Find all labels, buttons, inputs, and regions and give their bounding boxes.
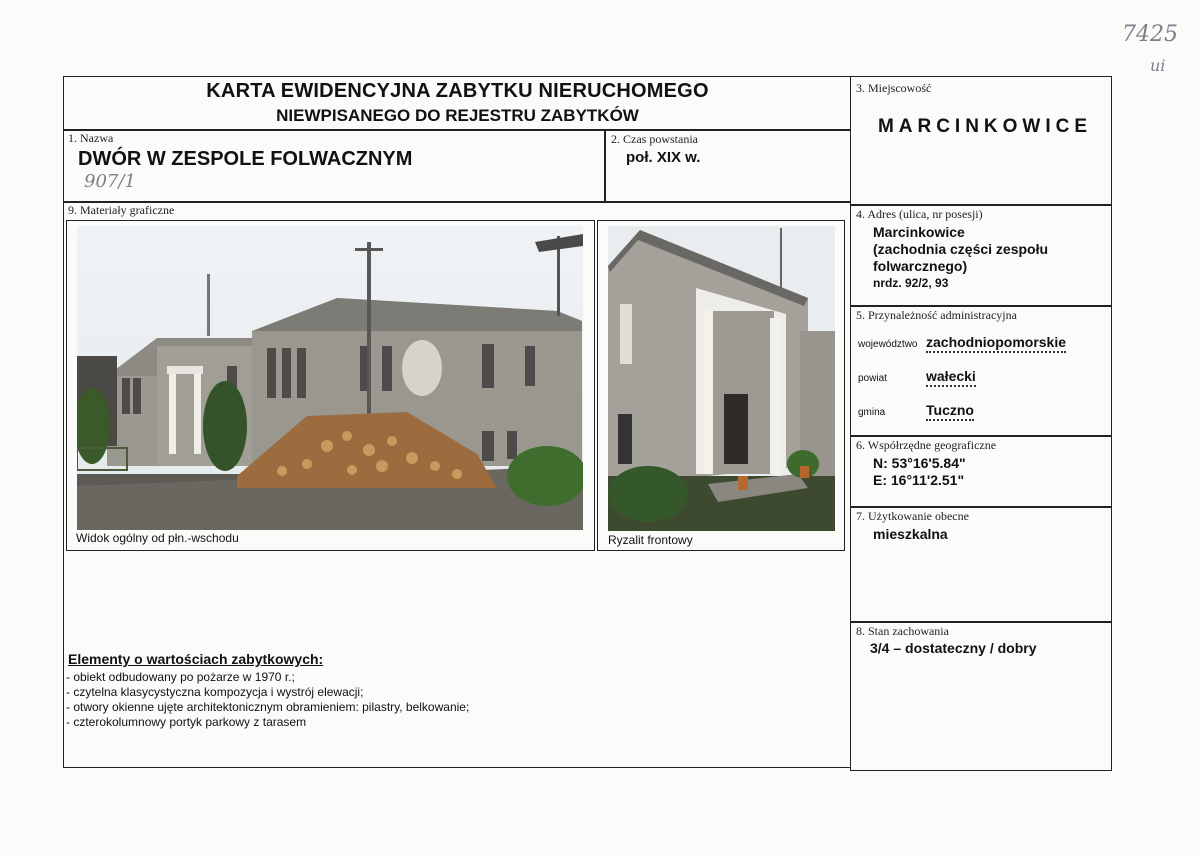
left-photo-caption: Widok ogólny od płn.-wschodu [76,531,239,545]
name-value: DWÓR W ZESPOLE FOLWACZNYM [78,148,413,170]
admin-label: 5. Przynależność administracyjna [856,308,1017,322]
divider [63,129,851,131]
geo-label: 6. Współrzędne geograficzne [856,438,997,452]
condition-value: 3/4 – dostateczny / dobry [870,640,1037,656]
usage-label: 7. Użytkowanie obecne [856,509,969,523]
valuable-element-item: - otwory okienne ujęte architektonicznym obramieniem: pilastry, belkowanie; [66,700,470,714]
right-photo-caption: Ryzalit frontowy [608,533,693,547]
usage-value: mieszkalna [873,526,948,542]
divider [850,621,1112,623]
graphics-label: 9. Materiały graficzne [68,203,175,217]
name-label: 1. Nazwa [68,131,114,145]
voivodeship-value: zachodniopomorskie [926,334,1066,353]
manor-general-view-photo [77,226,583,530]
commune-value: Tuczno [926,402,974,421]
county-value: wałecki [926,368,976,387]
card-frame-right [850,76,1112,771]
divider [604,129,606,201]
front-risalit-photo [608,226,835,531]
address-line: nrdz. 92/2, 93 [873,276,949,290]
condition-label: 8. Stan zachowania [856,624,949,638]
address-label: 4. Adres (ulica, nr posesji) [856,207,983,221]
valuable-element-item: - obiekt odbudowany po pożarze w 1970 r.; [66,670,295,684]
handwritten-initials: ui [1150,56,1166,75]
geo-east: E: 16°11'2.51" [873,472,965,488]
handwritten-reference: 907/1 [84,171,136,192]
commune-label: gmina [858,407,886,418]
geo-north: N: 53°16'5.84" [873,455,966,471]
address-line: (zachodnia części zespołu [873,241,1049,257]
valuable-element-item: - czytelna klasycystyczna kompozycja i wystrój elewacji; [66,685,364,699]
divider [850,305,1112,307]
voivodeship-label: województwo [858,339,918,350]
divider [850,204,1112,206]
town-value: MARCINKOWICE [877,116,1093,137]
divider [850,506,1112,508]
card-subtitle: NIEWPISANEGO DO REJESTRU ZABYTKÓW [276,106,639,125]
period-value: poł. XIX w. [626,149,701,166]
county-label: powiat [858,373,887,384]
divider [850,435,1112,437]
divider [63,201,851,203]
address-line: Marcinkowice [873,224,965,240]
card-title: KARTA EWIDENCYJNA ZABYTKU NIERUCHOMEGO [206,80,709,102]
town-label: 3. Miejscowość [856,81,932,95]
valuable-element-item: - czterokolumnowy portyk parkowy z tarasem [66,715,307,729]
period-label: 2. Czas powstania [611,132,698,146]
valuable-elements-heading: Elementy o wartościach zabytkowych: [68,651,324,667]
handwritten-number: 7425 [1122,22,1178,47]
address-line: folwarcznego) [873,258,968,274]
